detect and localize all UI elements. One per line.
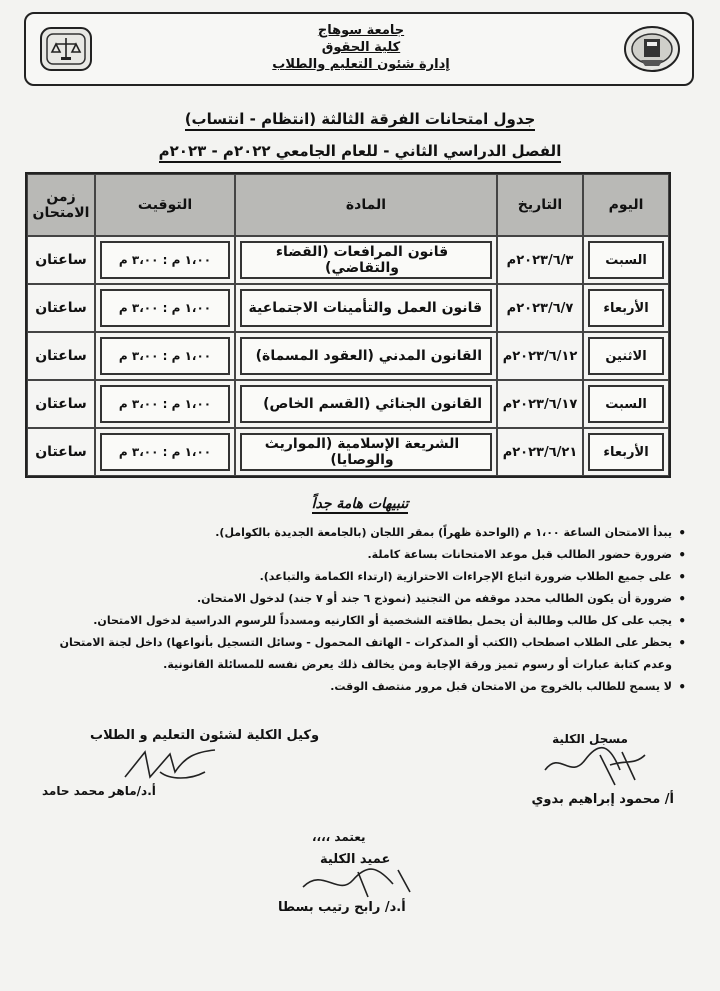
vice-dean-name: أ.د/ماهر محمد حامد [42, 784, 156, 798]
department-name: إدارة شئون التعليم والطلاب [272, 57, 450, 72]
cell-date: ٢٠٢٣/٦/٣م [497, 236, 583, 284]
university-logo [622, 22, 682, 76]
cell-subject: الشريعة الإسلامية (المواريث والوصايا) [235, 428, 497, 476]
cell-subject: قانون العمل والتأمينات الاجتماعية [235, 284, 497, 332]
table-row [27, 284, 669, 332]
header-duration: زمن الامتحان [27, 174, 95, 236]
cell-date: ٢٠٢٣/٦/١٢م [497, 332, 583, 380]
cell-duration: ساعتان [27, 380, 95, 428]
notice-item: • لا يسمح للطالب بالخروج من الامتحان قبل مرور منتصف الوقت. [46, 676, 686, 698]
cell-time: ١،٠٠ م : ٣،٠٠ م [95, 380, 235, 428]
cell-subject: القانون المدني (العقود المسماة) [235, 332, 497, 380]
approval-label: يعتمد ،،،، [312, 830, 366, 844]
cell-duration: ساعتان [27, 332, 95, 380]
notice-item: • على جميع الطلاب ضرورة اتباع الإجراءات الاحترازية (ارتداء الكمامة والتباعد). [46, 566, 686, 588]
cell-duration: ساعتان [27, 284, 95, 332]
cell-duration: ساعتان [27, 428, 95, 476]
header-subject: المادة [235, 174, 497, 236]
table-header-row [27, 174, 669, 236]
cell-duration: ساعتان [27, 236, 95, 284]
registrar-title: مسجل الكلية [552, 732, 628, 746]
dean-title: عميد الكلية [320, 852, 391, 867]
registrar-name: أ/ محمود إبراهيم بدوي [531, 792, 674, 807]
cell-subject: القانون الجنائي (القسم الخاص) [235, 380, 497, 428]
dean-signature [298, 862, 418, 902]
notice-item: • ضرورة أن يكون الطالب محدد موقفه من التجنيد (نموذج ٦ جند أو ٧ جند) لدخول الامتحان. [46, 588, 686, 610]
cell-day: الأربعاء [583, 428, 669, 476]
header-time: التوقيت [95, 174, 235, 236]
letterhead [24, 12, 694, 86]
university-name: جامعة سوهاج [317, 23, 405, 38]
cell-day: الأربعاء [583, 284, 669, 332]
cell-subject: قانون المرافعات (القضاء والتقاضي) [235, 236, 497, 284]
cell-date: ٢٠٢٣/٦/٢١م [497, 428, 583, 476]
notices-heading: تنبيهات هامة جداً [311, 496, 409, 512]
faculty-name: كلية الحقوق [321, 40, 401, 55]
notice-item: • يحظر على الطلاب اصطحاب (الكتب أو المذكرات - الهاتف المحمول - وسائل التسجيل بأنواعها) داخل لجنة الامتحان وعدم كتابة عبارات أو رسوم تميز ورقة الإجابة ومن يخالف ذلك يعرض نفسه للمسائلة القانونية. [46, 632, 686, 676]
cell-date: ٢٠٢٣/٦/٧م [497, 284, 583, 332]
notice-item: • يجب على كل طالب وطالبة أن يحمل بطاقته الشخصية أو الكارنيه ومسدداً للرسوم الدراسية لدخول الامتحان. [46, 610, 686, 632]
notice-item: • ضرورة حضور الطالب قبل موعد الامتحانات بساعة كاملة. [46, 544, 686, 566]
vice-dean-signature [120, 742, 220, 787]
table-row [27, 332, 669, 380]
letterhead-text [231, 22, 491, 73]
cell-time: ١،٠٠ م : ٣،٠٠ م [95, 284, 235, 332]
exam-schedule-table [25, 172, 671, 478]
cell-time: ١،٠٠ م : ٣،٠٠ م [95, 236, 235, 284]
cell-day: السبت [583, 380, 669, 428]
table-row [27, 428, 669, 476]
table-row [27, 236, 669, 284]
faculty-logo [36, 22, 96, 76]
cell-day: الاثنين [583, 332, 669, 380]
cell-time: ١،٠٠ م : ٣،٠٠ م [95, 332, 235, 380]
registrar-signature [540, 740, 650, 790]
cell-time: ١،٠٠ م : ٣،٠٠ م [95, 428, 235, 476]
dean-name: أ.د/ رابح رتيب بسطا [278, 900, 406, 915]
header-date: التاريخ [497, 174, 583, 236]
table-row [27, 380, 669, 428]
vice-dean-title: وكيل الكلية لشئون التعليم و الطلاب [90, 728, 320, 743]
notice-item: • يبدأ الامتحان الساعة ١،٠٠ م (الواحدة ظهراً) بمقر اللجان (بالجامعة الجديدة بالكوامل). [46, 522, 686, 544]
cell-date: ٢٠٢٣/٦/١٧م [497, 380, 583, 428]
cell-day: السبت [583, 236, 669, 284]
semester-subtitle: الفصل الدراسي الثاني - للعام الجامعي ٢٠٢٢م - ٢٠٢٣م [0, 142, 720, 160]
notices-list [46, 522, 686, 698]
schedule-title: جدول امتحانات الفرقة الثالثة (انتظام - انتساب) [0, 110, 720, 128]
header-day: اليوم [583, 174, 669, 236]
